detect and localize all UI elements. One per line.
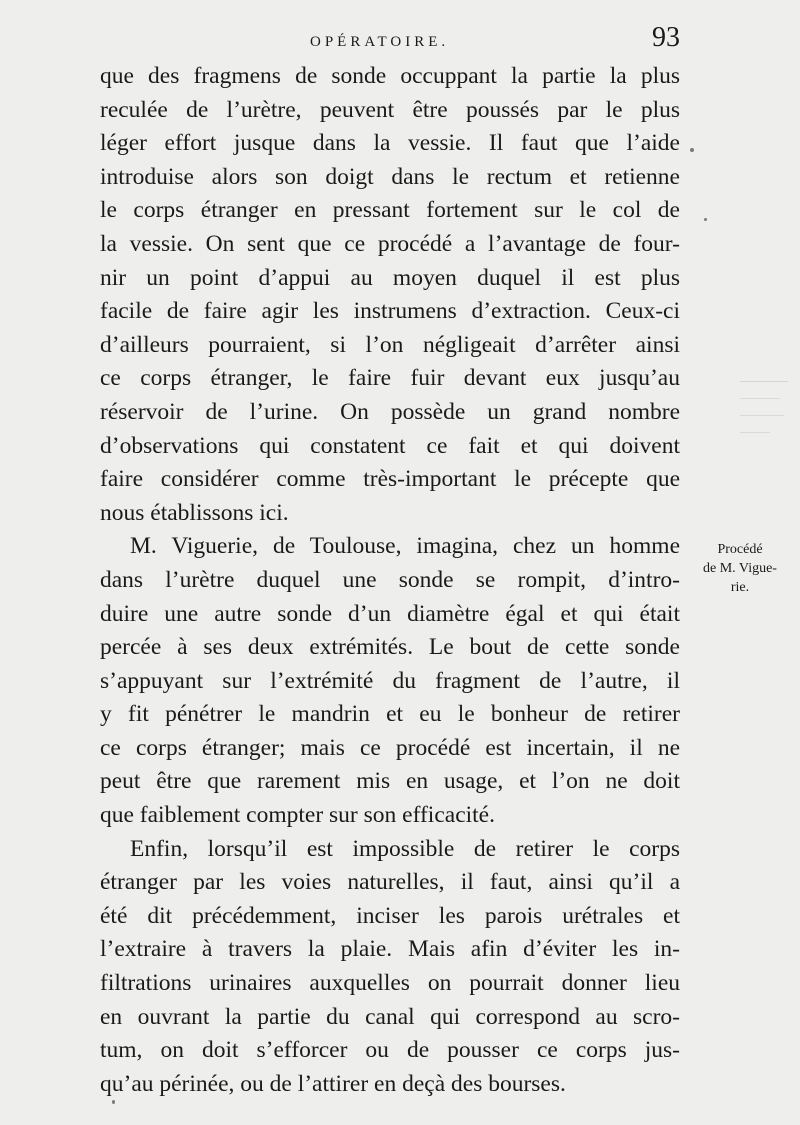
text-line: Enfin, lorsqu’il est impossible de retirer le corps	[130, 835, 680, 862]
text-line: que des fragmens de sonde occuppant la partie la plus	[100, 63, 680, 89]
text-line: M. Viguerie, de Toulouse, imagina, chez un homme	[130, 533, 680, 560]
text-line: faire considérer comme très-important le précepte que	[100, 466, 680, 493]
paragraph	[100, 60, 680, 530]
text-line: s’appuyant sur l’extrémité du fragment de l’autre, il	[100, 667, 680, 694]
ink-speck	[690, 148, 694, 152]
text-line: le corps étranger en pressant fortement sur le col de	[100, 197, 680, 224]
text-line: ce corps étranger, le faire fuir devant eux jusqu’au	[100, 365, 680, 392]
margin-note-line: de M. Vigue-	[703, 561, 777, 576]
text-line: filtrations urinaires auxquelles on pourrait donner lieu	[100, 970, 680, 997]
running-head	[100, 22, 680, 58]
margin-note-line: Procédé	[717, 542, 763, 557]
text-line: qu’au périnée, ou de l’attirer en deçà des bourses.	[100, 1070, 566, 1097]
text-line: que faiblement compter sur son efficacité.	[100, 802, 495, 829]
text-line: d’observations qui constatent ce fait et qui doivent	[100, 432, 680, 459]
paragraph	[100, 530, 680, 832]
text-line: en ouvrant la partie du canal qui correspond au scro-	[100, 1003, 680, 1030]
text-line: introduise alors son doigt dans le rectum et retienne	[100, 163, 680, 190]
text-line: duire une autre sonde d’un diamètre égal et qui était	[100, 600, 680, 627]
text-line: été dit précédemment, inciser les parois urétrales et	[100, 902, 680, 929]
text-line: léger effort jusque dans la vessie. Il faut que l’aide	[100, 130, 680, 157]
text-line: reculée de l’urètre, peuvent être poussés par le plus	[100, 96, 680, 123]
text-line: ce corps étranger; mais ce procédé est incertain, il ne	[100, 734, 680, 761]
text-line: tum, on doit s’efforcer ou de pousser ce corps jus-	[100, 1037, 680, 1064]
text-line: dans l’urètre duquel une sonde se rompit, d’intro-	[100, 566, 680, 593]
ink-speck	[112, 1100, 115, 1104]
page-number: 93	[652, 22, 680, 53]
text-line: percée à ses deux extrémités. Le bout de cette sonde	[100, 634, 680, 661]
text-line: peut être que rarement mis en usage, et l’on ne doit	[100, 768, 680, 795]
margin-note-line: rie.	[730, 580, 750, 595]
bleed-through-marks	[740, 365, 800, 433]
paragraph	[100, 833, 680, 1102]
text-line: la vessie. On sent que ce procédé a l’avantage de four-	[100, 230, 680, 257]
text-line: nir un point d’appui au moyen duquel il est plus	[100, 264, 680, 291]
text-line: y fit pénétrer le mandrin et eu le bonheur de retirer	[100, 701, 680, 728]
text-line: réservoir de l’urine. On possède un grand nombre	[100, 398, 680, 425]
text-line: d’ailleurs pourraient, si l’on négligeait d’arrêter ainsi	[100, 331, 680, 358]
running-title: OPÉRATOIRE.	[310, 34, 450, 50]
body-text	[100, 60, 680, 1101]
text-line: étranger par les voies naturelles, il faut, ainsi qu’il a	[100, 869, 680, 896]
text-line: nous établissons ici.	[100, 499, 289, 526]
margin-note	[690, 540, 790, 597]
ink-speck	[704, 218, 707, 221]
text-line: facile de faire agir les instrumens d’extraction. Ceux-ci	[100, 298, 680, 325]
text-line: l’extraire à travers la plaie. Mais afin d’éviter les in-	[100, 936, 680, 963]
